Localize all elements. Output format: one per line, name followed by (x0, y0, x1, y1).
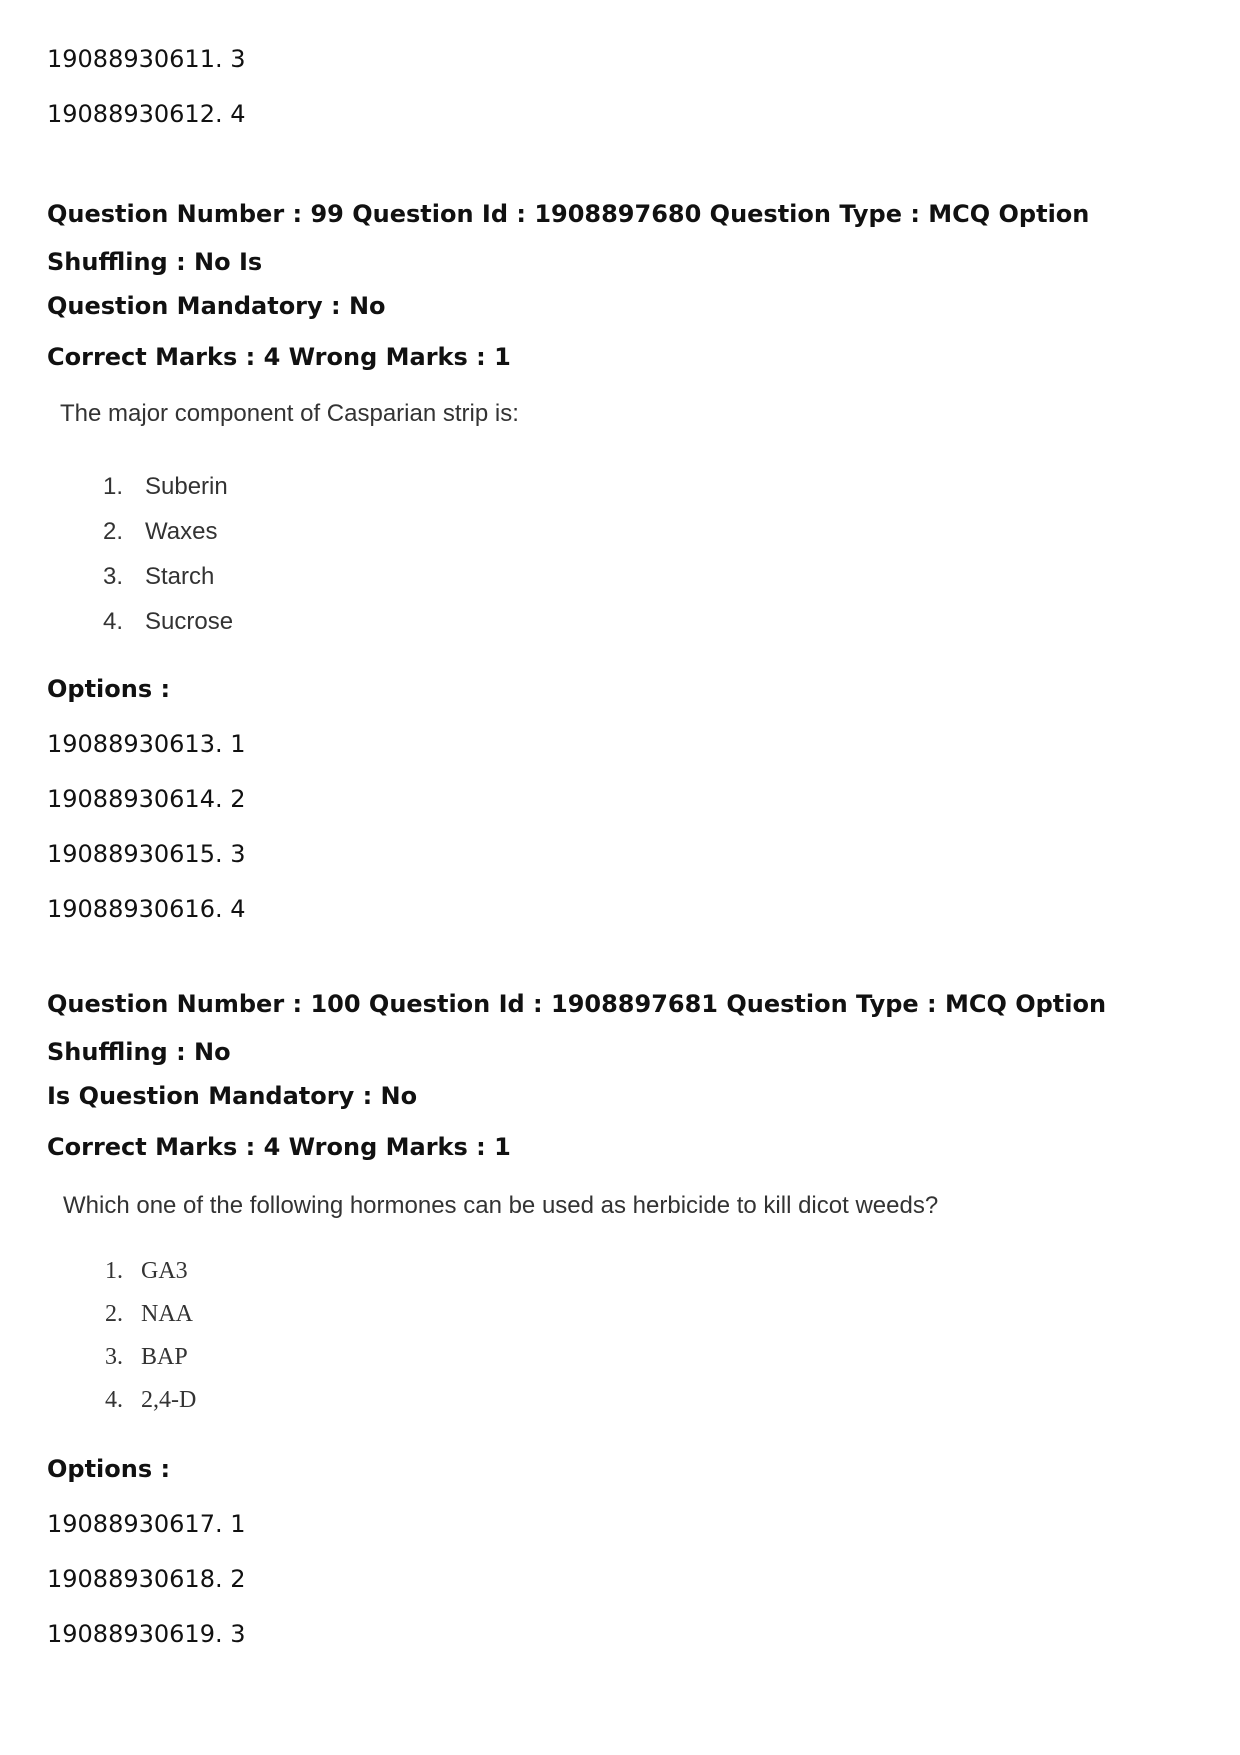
choice-text: Starch (145, 563, 215, 590)
choice-number: 4. (105, 1387, 123, 1413)
question-99 (47, 190, 1197, 949)
question-header: Question Number : 99 Question Id : 1908897680 Question Type : MCQ Option Shuffling : No Is (47, 200, 1090, 276)
options-heading: Options : (47, 675, 171, 703)
choice-text: Sucrose (145, 608, 234, 635)
question-stem: The major component of Casparian strip is: (60, 400, 519, 427)
question-stem: Which one of the following hormones can be used as herbicide to kill dicot weeds? (63, 1192, 939, 1219)
choice-item (105, 1250, 1197, 1293)
choice-text: Suberin (145, 473, 228, 500)
marks-line: Correct Marks : 4 Wrong Marks : 1 (47, 343, 511, 371)
choice-item (103, 464, 1197, 509)
choice-text: Waxes (145, 518, 218, 545)
choice-item (105, 1336, 1197, 1379)
options-block (47, 1454, 1197, 1649)
choice-item (103, 599, 1197, 644)
choice-number: 3. (105, 1344, 123, 1370)
option-line: 19088930612. 4 (47, 100, 246, 128)
choice-text: BAP (141, 1344, 188, 1370)
options-heading: Options : (47, 1455, 171, 1483)
document-page (47, 0, 1197, 1648)
choice-text: 2,4-D (141, 1387, 197, 1413)
option-line: 19088930613. 1 (47, 730, 246, 758)
choice-number: 4. (103, 608, 124, 635)
question-header: Question Number : 100 Question Id : 1908897681 Question Type : MCQ Option Shuffling : No (47, 990, 1107, 1066)
option-line: 19088930614. 2 (47, 785, 246, 813)
choice-item (103, 509, 1197, 554)
question-header-cont: Question Mandatory : No (47, 292, 386, 320)
option-line: 19088930618. 2 (47, 1565, 246, 1593)
previous-question-options (47, 0, 1197, 129)
choice-number: 3. (103, 563, 124, 590)
option-line: 19088930617. 1 (47, 1510, 246, 1538)
choice-number: 1. (105, 1258, 123, 1284)
options-block (47, 674, 1197, 924)
question-header-cont: Is Question Mandatory : No (47, 1082, 418, 1110)
option-line: 19088930615. 3 (47, 840, 246, 868)
choice-text: NAA (141, 1301, 193, 1327)
option-line: 19088930616. 4 (47, 895, 246, 923)
question-image (47, 400, 1197, 644)
question-image (47, 1192, 1197, 1422)
question-100 (47, 980, 1197, 1674)
option-line: 19088930611. 3 (47, 45, 246, 73)
choice-list (60, 464, 1197, 644)
choice-item (105, 1379, 1197, 1422)
choice-number: 1. (103, 473, 124, 500)
choice-number: 2. (105, 1301, 123, 1327)
option-line: 19088930619. 3 (47, 1620, 246, 1648)
choice-number: 2. (103, 518, 124, 545)
choice-text: GA3 (141, 1258, 188, 1284)
choice-item (103, 554, 1197, 599)
choice-list (63, 1250, 1197, 1422)
marks-line: Correct Marks : 4 Wrong Marks : 1 (47, 1133, 511, 1161)
choice-item (105, 1293, 1197, 1336)
